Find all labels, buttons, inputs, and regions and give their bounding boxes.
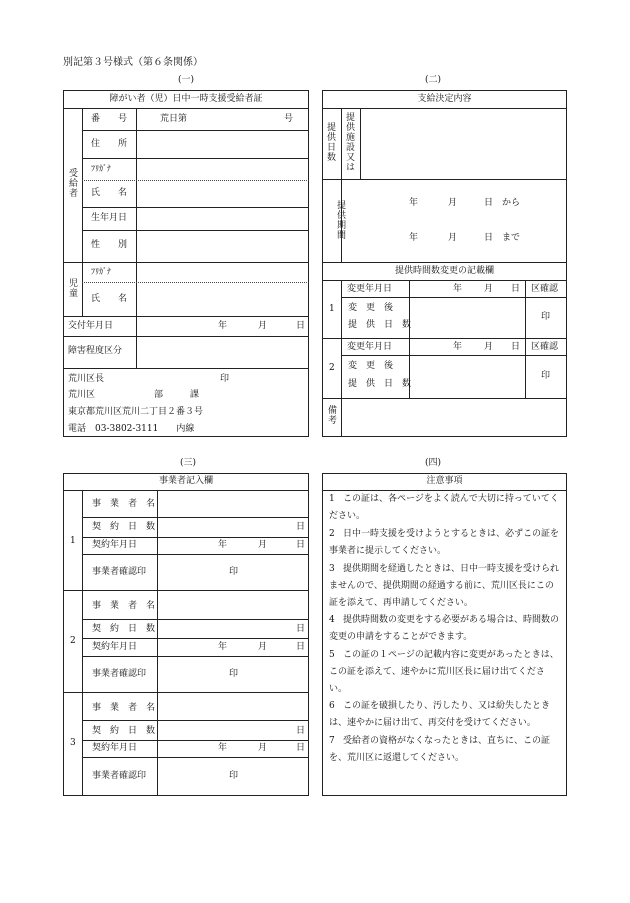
operator-1-number: 1 <box>70 536 76 546</box>
from-year-unit: 年 <box>409 198 419 208</box>
address-label: 住 所 <box>91 139 128 149</box>
issuer-dept: 部 <box>154 390 164 400</box>
change-1-days-label: 提 供 日 数 <box>348 320 412 330</box>
note-3-number: 3 <box>329 564 335 574</box>
change-1-month-unit: 月 <box>484 284 494 294</box>
operator-3-year-unit: 年 <box>218 743 228 753</box>
note-6-number: 6 <box>329 701 335 711</box>
panel-label-1: (一) <box>178 75 195 85</box>
operator-2-number: 2 <box>70 636 76 646</box>
note-1 <box>329 491 561 525</box>
from-day-unit: 日 <box>484 198 494 208</box>
issuer-phone: 電話 03-3802-3111 内線 <box>68 424 195 434</box>
panel-label-2: (二) <box>425 75 442 85</box>
operator-3-number: 3 <box>70 738 76 748</box>
change-2-day-unit: 日 <box>511 342 521 352</box>
note-2-number: 2 <box>329 529 335 539</box>
operator-2-year-unit: 年 <box>218 642 228 652</box>
issuer-section: 課 <box>190 390 200 400</box>
change-1-day-unit: 日 <box>511 284 521 294</box>
changes-title: 提供時間数変更の記載欄 <box>394 266 494 276</box>
operator-2-month-unit: 月 <box>258 642 268 652</box>
operator-2-day-unit: 日 <box>296 642 306 652</box>
change-1-after-label: 変 更 後 <box>348 303 394 313</box>
child-label: 児童 <box>67 278 77 298</box>
number-label: 番 号 <box>91 114 128 124</box>
to-suffix: まで <box>502 233 521 243</box>
note-4-text: 提供時間数の変更をする必要がある場合は、時間数の変更の申請をすることができます。 <box>329 615 560 642</box>
operator-3-day-unit: 日 <box>296 743 306 753</box>
mayor-seal: 印 <box>220 374 230 384</box>
note-2 <box>329 526 561 560</box>
operator-2-days-label: 契 約 日 数 <box>92 624 156 634</box>
provided-days-label: 提供日数 <box>325 122 335 162</box>
operator-1-days-unit: 日 <box>296 522 306 532</box>
operator-1-seal: 印 <box>229 567 239 577</box>
from-month-unit: 月 <box>448 198 458 208</box>
note-2-text: 日中一時支援を受けようとするときは、必ずこの証を事業者に提示してください。 <box>329 529 560 556</box>
notes-title: 注意事項 <box>426 476 463 486</box>
to-month-unit: 月 <box>448 233 458 243</box>
change-1-seal: 印 <box>541 312 551 322</box>
from-suffix: から <box>502 198 521 208</box>
facility-label: 提供施設又は <box>344 112 354 172</box>
recipient-label: 受給者 <box>67 168 77 198</box>
note-1-text: この証は、各ページをよく読んで大切に持っていてください。 <box>329 494 559 521</box>
document-title: 別記第３号様式（第６条関係） <box>63 57 203 68</box>
operator-3-date-label: 契約年月日 <box>92 743 138 753</box>
note-5 <box>329 647 561 698</box>
issue-month-unit: 月 <box>258 321 268 331</box>
note-7 <box>329 733 561 767</box>
certificate-title: 障がい者（児）日中一時支援受給者証 <box>109 94 263 104</box>
furigana-label: ﾌﾘｶﾞﾅ <box>91 164 111 173</box>
operator-1-date-label: 契約年月日 <box>92 540 138 550</box>
child-name-label: 氏 名 <box>91 294 128 304</box>
operator-1-month-unit: 月 <box>258 540 268 550</box>
change-2-confirm-label: 区確認 <box>531 342 559 352</box>
operator-2-days-unit: 日 <box>296 624 306 634</box>
operator-1-days-label: 契 約 日 数 <box>92 522 156 532</box>
operator-2-name-label: 事 業 者 名 <box>92 601 156 611</box>
number-prefix: 荒日第 <box>160 114 188 124</box>
period-label: 提供期間 <box>335 200 345 240</box>
note-3 <box>329 561 561 612</box>
operator-1-year-unit: 年 <box>218 540 228 550</box>
operator-3-confirm-label: 事業者確認印 <box>92 771 147 781</box>
disability-level-label: 障害程度区分 <box>68 346 123 356</box>
note-5-number: 5 <box>329 650 335 660</box>
decision-title: 支給決定内容 <box>417 94 472 104</box>
change-2-seal: 印 <box>541 371 551 381</box>
issuer-address: 東京都荒川区荒川二丁目２番３号 <box>68 407 204 417</box>
note-1-number: 1 <box>329 494 335 504</box>
note-4-number: 4 <box>329 615 335 625</box>
change-2-month-unit: 月 <box>484 342 494 352</box>
note-3-text: 提供期間を経過したときは、日中一時支援を受けられませんので、提供期間の経過する前に、荒川区長にこの証を添えて、再申請してください。 <box>329 564 560 608</box>
change-1-year-unit: 年 <box>453 284 463 294</box>
issue-date-label: 交付年月日 <box>68 321 114 331</box>
change-1-number: 1 <box>329 304 335 314</box>
mayor-label: 荒川区長 <box>68 374 105 384</box>
issue-year-unit: 年 <box>218 321 228 331</box>
operator-1-name-label: 事 業 者 名 <box>92 499 156 509</box>
operator-3-days-unit: 日 <box>296 726 306 736</box>
number-suffix: 号 <box>284 114 294 124</box>
remarks-label: 備考 <box>326 405 336 425</box>
note-4 <box>329 612 561 646</box>
note-6 <box>329 698 561 732</box>
operator-2-date-label: 契約年月日 <box>92 642 138 652</box>
to-year-unit: 年 <box>409 233 419 243</box>
note-6-text: この証を破損したり、汚したり、又は紛失したときは、速やかに届け出て、再交付を受けてください。 <box>329 701 551 728</box>
to-day-unit: 日 <box>484 233 494 243</box>
operator-3-month-unit: 月 <box>258 743 268 753</box>
gender-label: 性 別 <box>91 240 128 250</box>
operator-2-confirm-label: 事業者確認印 <box>92 669 147 679</box>
operator-2-seal: 印 <box>229 669 239 679</box>
operator-title: 事業者記入欄 <box>158 476 213 486</box>
change-2-after-label: 変 更 後 <box>348 361 394 371</box>
panel-label-3: (三) <box>180 458 197 468</box>
operator-3-name-label: 事 業 者 名 <box>92 703 156 713</box>
child-furigana-label: ﾌﾘｶﾞﾅ <box>91 267 111 276</box>
operator-3-seal: 印 <box>229 771 239 781</box>
note-7-text: 受給者の資格がなくなったときは、直ちに、この証を、荒川区に返還してください。 <box>329 736 551 763</box>
change-1-confirm-label: 区確認 <box>531 284 559 294</box>
issuer-ward: 荒川区 <box>68 390 96 400</box>
change-2-number: 2 <box>329 363 335 373</box>
change-2-year-unit: 年 <box>453 342 463 352</box>
birth-label: 生年月日 <box>91 213 128 223</box>
operator-3-days-label: 契 約 日 数 <box>92 726 156 736</box>
operator-1-confirm-label: 事業者確認印 <box>92 567 147 577</box>
note-5-text: この証の１ページの記載内容に変更があったときは、この証を添えて、速やかに荒川区長に届け出てください。 <box>329 650 559 694</box>
operator-1-day-unit: 日 <box>296 540 306 550</box>
name-label: 氏 名 <box>91 188 128 198</box>
note-7-number: 7 <box>329 736 335 746</box>
panel-label-4: (四) <box>425 458 442 468</box>
change-2-days-label: 提 供 日 数 <box>348 379 412 389</box>
issue-day-unit: 日 <box>296 321 306 331</box>
change-1-date-label: 変更年月日 <box>347 284 393 294</box>
change-2-date-label: 変更年月日 <box>347 342 393 352</box>
